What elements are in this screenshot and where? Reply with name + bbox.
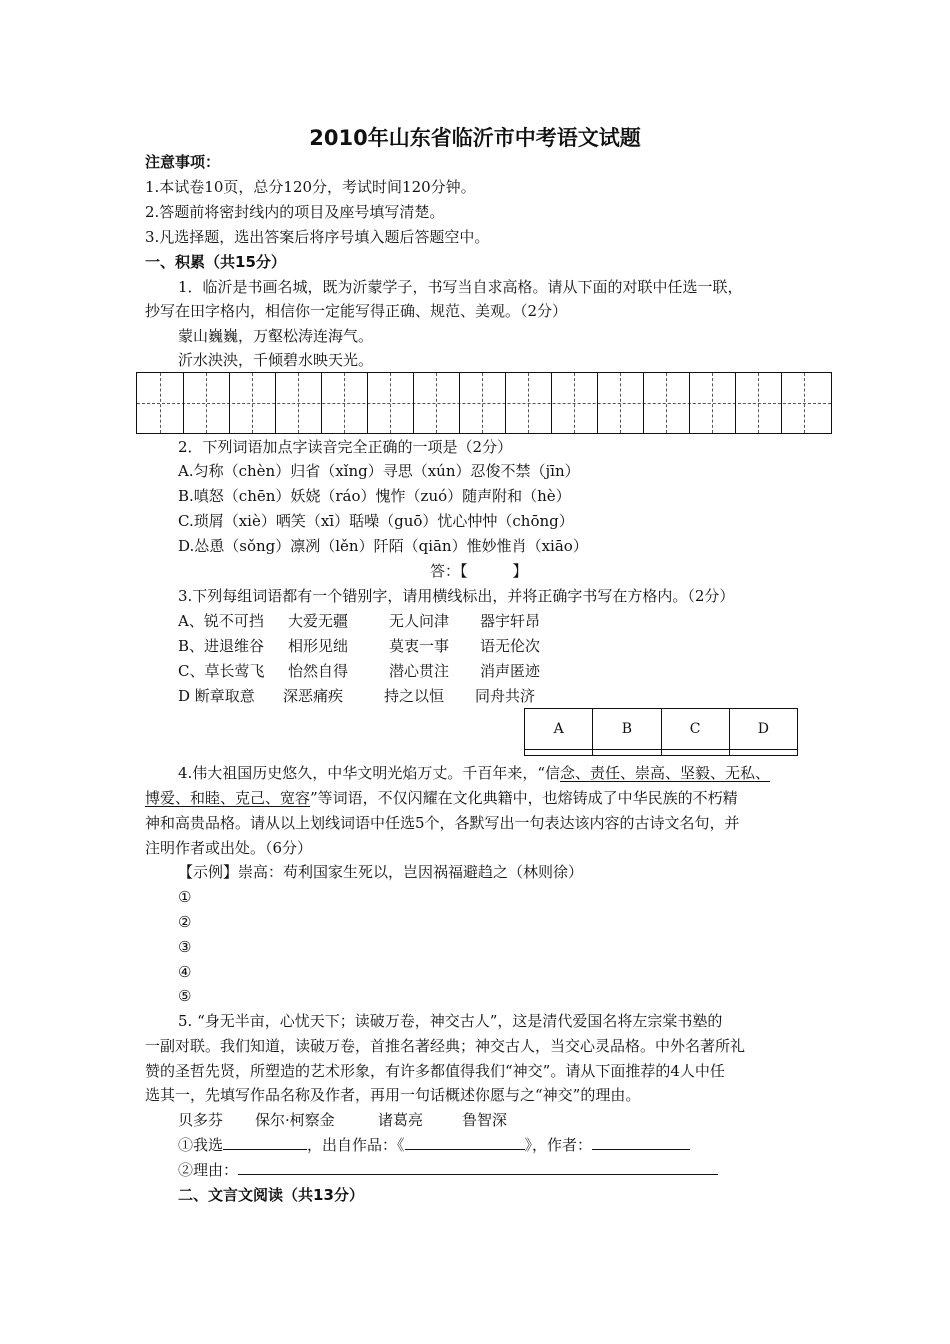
q3-table-header: A	[525, 709, 593, 750]
grid-cell-border	[551, 373, 552, 433]
grid-cell-border	[459, 373, 460, 433]
q5-name: 保尔·柯察金	[255, 1111, 335, 1129]
q3-word: 怡然自得	[288, 662, 349, 680]
grid-dash	[528, 373, 529, 433]
q5-name: 诸葛亮	[378, 1111, 424, 1129]
q5-name: 贝多芬	[178, 1111, 224, 1129]
grid-dash	[298, 373, 299, 433]
notice-item: 1.本试卷10页，总分120分，考试时间120分钟。	[145, 178, 476, 196]
q3-answer-cell[interactable]	[593, 749, 661, 755]
grid-dash	[252, 373, 253, 433]
q2-option: B.嗔怒（chēn）妖娆（ráo）愧怍（zuó）随声附和（hè）	[178, 487, 571, 505]
section-heading: 二、文言文阅读（共13分）	[178, 1186, 364, 1204]
q2-option: C.琐屑（xiè）哂笑（xī）聒噪（guō）忧心忡忡（chōng）	[178, 512, 574, 530]
q3-table-header: D	[729, 709, 797, 750]
grid-cell-border	[643, 373, 644, 433]
grid-cell-border	[735, 373, 736, 433]
q4-underlined-words: 念、责任、崇高、坚毅、无私、	[559, 764, 770, 782]
couplet-line: 沂水泱泱，千倾碧水映天光。	[178, 351, 374, 369]
q4-text-part: ”等词语，不仅闪耀在文化典籍中，也熔铸成了中华民族的不朽精	[310, 789, 738, 807]
grid-dash	[666, 373, 667, 433]
q3-word: 相形见绌	[288, 637, 349, 655]
q3-word: C、草长莺飞	[178, 662, 265, 680]
q3-word: B、进退维谷	[178, 637, 265, 655]
section-heading: 一、积累（共15分）	[145, 253, 286, 271]
notice-item: 2.答题前将密封线内的项目及座号填写清楚。	[145, 203, 445, 221]
q2-option: A.匀称（chèn）归省（xǐng）寻思（xún）忍俊不禁（jīn）	[178, 462, 580, 480]
q2-answer-slot[interactable]: 答：【 】	[430, 562, 528, 580]
q2-option: D.怂恿（sǒng）凛冽（lěn）阡陌（qiān）惟妙惟肖（xiāo）	[178, 537, 588, 555]
q3-word: 器宇轩昂	[480, 612, 541, 630]
q5-text: 选其一，先填写作品名称及作者，再用一句话概述你愿与之“神交”的理由。	[145, 1086, 641, 1104]
grid-cell-border	[505, 373, 506, 433]
q2-stem: 2．下列词语加点字读音完全正确的一项是（2分）	[178, 438, 513, 456]
q5-fill-row	[178, 1160, 718, 1180]
grid-cell-border	[689, 373, 690, 433]
grid-dash	[804, 373, 805, 433]
q5-text: 5. “身无半亩，心忧天下；读破万卷，神交古人”，这是清代爱国名将左宗棠书塾的	[178, 1012, 723, 1030]
q3-table-header: C	[661, 709, 729, 750]
reason-blank[interactable]	[238, 1160, 718, 1175]
page-title: 2010年山东省临沂市中考语文试题	[309, 126, 641, 150]
grid-dash	[344, 373, 345, 433]
q3-answer-table	[524, 708, 798, 756]
q3-answer-cell[interactable]	[661, 749, 729, 755]
q3-word: A、锐不可挡	[178, 612, 264, 630]
q3-word: 大爱无疆	[288, 612, 349, 630]
q4-underlined-words: 博爱、和睦、克己、宽容	[145, 789, 311, 807]
grid-dash	[436, 373, 437, 433]
q4-text	[145, 788, 738, 808]
grid-cell-border	[183, 373, 184, 433]
q5-fill-label: ②理由：	[178, 1161, 239, 1179]
q3-table-header: B	[593, 709, 661, 750]
grid-cell-border	[367, 373, 368, 433]
q3-word: 同舟共济	[475, 687, 536, 705]
q4-text-part: 4.伟大祖国历史悠久，中华文明光焰万丈。千百年来，“信	[178, 764, 560, 782]
q4-answer-line[interactable]: ④	[178, 963, 192, 981]
q5-text: 一副对联。我们知道，读破万卷，首推名著经典；神交古人，当交心灵品格。中外名著所礼	[145, 1037, 746, 1055]
q3-word: 消声匿迹	[480, 662, 541, 680]
grid-dash	[390, 373, 391, 433]
grid-midline	[137, 403, 831, 404]
q4-text: 注明作者或出处。（6分）	[145, 839, 313, 857]
q4-answer-line[interactable]: ⑤	[178, 987, 192, 1005]
q3-word: 潜心贯注	[389, 662, 450, 680]
q5-fill-label: ①我选	[178, 1136, 224, 1154]
work-title-blank[interactable]	[405, 1135, 525, 1150]
q1-text: 抄写在田字格内，相信你一定能写得正确、规范、美观。（2分）	[145, 302, 568, 320]
author-blank[interactable]	[592, 1135, 690, 1150]
grid-cell-border	[321, 373, 322, 433]
grid-dash	[206, 373, 207, 433]
q3-word: 深恶痛疾	[283, 687, 344, 705]
q3-word: 语无伦次	[480, 637, 541, 655]
q5-fill-label: 》，作者：	[524, 1136, 593, 1154]
choice-blank[interactable]	[223, 1135, 307, 1150]
q3-stem: 3.下列每组词语都有一个错别字，请用横线标出，并将正确字书写在方格内。（2分）	[178, 587, 735, 605]
grid-dash	[758, 373, 759, 433]
q3-word: 无人问津	[389, 612, 450, 630]
q5-fill-row	[178, 1135, 690, 1155]
grid-dash	[574, 373, 575, 433]
writing-grid[interactable]	[136, 372, 832, 434]
notice-item: 3.凡选择题，选出答案后将序号填入题后答题空中。	[145, 228, 490, 246]
q3-word: D 断章取意	[178, 687, 255, 705]
q5-text: 赞的圣哲先贤，所塑造的艺术形象，有许多都值得我们“神交”。请从下面推荐的4人中任	[145, 1062, 725, 1080]
q3-answer-cell[interactable]	[525, 749, 593, 755]
grid-cell-border	[229, 373, 230, 433]
q3-word: 持之以恒	[384, 687, 445, 705]
grid-dash	[482, 373, 483, 433]
couplet-line: 蒙山巍巍，万壑松涛连海气。	[178, 327, 374, 345]
grid-cell-border	[413, 373, 414, 433]
q3-word: 莫衷一事	[389, 637, 450, 655]
grid-dash	[160, 373, 161, 433]
q4-example: 【示例】崇高：苟利国家生死以，岂因祸福避趋之（林则徐）	[178, 863, 584, 881]
grid-cell-border	[597, 373, 598, 433]
notice-heading: 注意事项：	[145, 153, 221, 171]
q4-answer-line[interactable]: ①	[178, 888, 192, 906]
q3-answer-cell[interactable]	[729, 749, 797, 755]
q5-fill-label: ，出自作品：《	[307, 1136, 405, 1154]
q5-name: 鲁智深	[462, 1111, 508, 1129]
q4-answer-line[interactable]: ③	[178, 938, 192, 956]
grid-dash	[712, 373, 713, 433]
q4-text	[178, 763, 770, 783]
q4-text: 神和高贵品格。请从以上划线词语中任选5个，各默写出一句表达该内容的古诗文名句，并	[145, 814, 740, 832]
grid-cell-border	[781, 373, 782, 433]
grid-dash	[620, 373, 621, 433]
q4-answer-line[interactable]: ②	[178, 913, 192, 931]
grid-cell-border	[275, 373, 276, 433]
q1-text: 1．临沂是书画名城，既为沂蒙学子，书写当自求高格。请从下面的对联中任选一联，	[178, 278, 743, 296]
